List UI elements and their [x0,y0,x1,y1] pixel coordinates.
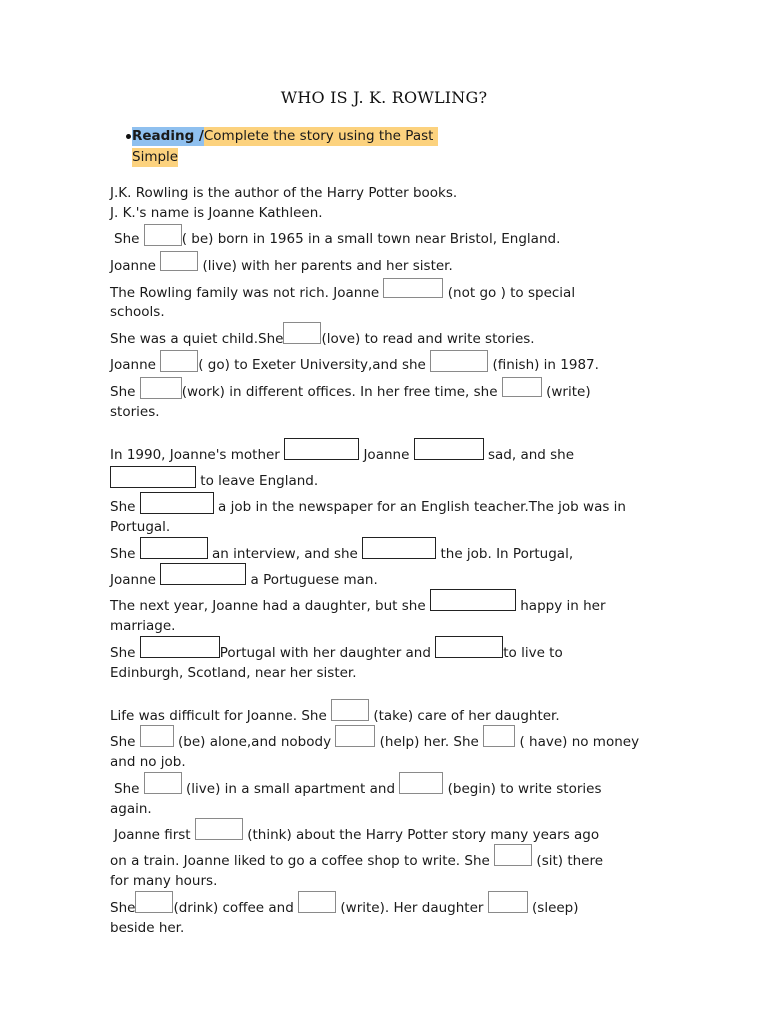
text: happy in her [520,598,606,614]
text: and no job. [110,754,186,770]
text: She [110,900,136,916]
text: a Portuguese man. [250,572,378,588]
text: In 1990, Joanne's mother [110,447,280,463]
story-line [110,852,603,870]
story-line [110,733,639,751]
story-line [110,184,457,202]
text: ( be) born in 1965 in a small town near Bristol, England. [181,231,561,247]
text: (love) to read and write stories. [321,331,535,347]
story-line [110,257,453,275]
story-line [110,204,323,222]
instruction-text: Complete the story using the Past [203,128,434,144]
story-line [110,664,357,682]
text: The next year, Joanne had a daughter, but she [110,598,426,614]
text: on a train. Joanne liked to go a coffee shop to write. She [110,853,490,869]
story-line [110,498,626,516]
answer-box[interactable] [140,725,174,747]
text: She [114,781,140,797]
text: (be) alone,and nobody [178,734,332,750]
answer-box[interactable] [502,377,542,397]
story-line [110,707,560,725]
story-line [110,800,152,818]
story-line [110,356,599,374]
text: She [110,384,136,400]
text: (sit) there [536,853,604,869]
answer-box[interactable] [160,563,246,585]
text: beside her. [110,920,185,936]
story-line [110,518,170,536]
text: a job in the newspaper for an English teacher.The job was in [218,499,626,515]
story-line [114,826,599,844]
text: to live to [503,645,563,661]
answer-box[interactable] [399,772,443,794]
answer-box[interactable] [414,438,484,460]
story-line [110,330,535,348]
text: Joanne [363,447,410,463]
text: Edinburgh, Scotland, near her sister. [110,665,357,681]
story-line [110,446,574,464]
text: (help) her. She [379,734,479,750]
text: again. [110,801,152,817]
story-line [110,383,591,401]
text: the job. In Portugal, [440,546,574,562]
story-line [110,617,175,635]
text: Joanne [110,572,156,588]
story-line [110,545,573,563]
text: The Rowling family was not rich. Joanne [110,285,380,301]
instruction-text-2: Simple [132,149,179,165]
text: (write) [546,384,591,400]
text: an interview, and she [212,546,358,562]
instruction-pad [433,127,437,146]
answer-box[interactable] [435,636,503,658]
text: ( go) to Exeter University,and she [198,357,426,373]
answer-box[interactable] [383,278,443,298]
answer-box[interactable] [160,350,198,372]
answer-box[interactable] [160,251,198,271]
text: (sleep) [532,900,579,916]
answer-box[interactable] [494,844,532,866]
story-line [114,230,560,248]
text: (begin) to write stories [447,781,602,797]
story-line [110,303,165,321]
answer-box[interactable] [488,891,528,913]
story-line [110,571,378,589]
answer-box[interactable] [135,891,173,913]
text: to leave England. [200,473,319,489]
text: ( have) no money [519,734,640,750]
answer-box[interactable] [195,818,243,840]
text: (finish) in 1987. [492,357,599,373]
text: Joanne first [114,827,191,843]
text: She [110,499,136,515]
text: (drink) coffee and [173,900,294,916]
text: Life was difficult for Joanne. She [110,708,327,724]
bullet-icon [126,134,131,139]
story-line [110,472,318,490]
answer-box[interactable] [331,699,369,721]
text: She [110,734,136,750]
story-line [110,899,579,917]
page-title: WHO IS J. K. ROWLING? [280,88,488,107]
text: She was a quiet child.She [110,331,284,347]
answer-box[interactable] [140,492,214,514]
story-line [114,780,602,798]
text: (live) in a small apartment and [186,781,396,797]
text: J. K.'s name is Joanne Kathleen. [110,205,323,221]
answer-box[interactable] [144,224,182,246]
story-line [110,284,575,302]
text: schools. [110,304,165,320]
answer-box[interactable] [144,772,182,794]
story-line [110,597,606,615]
answer-box[interactable] [362,537,436,559]
text: J.K. Rowling is the author of the Harry Potter books. [110,185,458,201]
text: Portugal. [110,519,171,535]
text: (live) with her parents and her sister. [202,258,453,274]
text: stories. [110,404,160,420]
answer-box[interactable] [284,438,359,460]
text: Portugal with her daughter and [219,645,431,661]
text: Joanne [110,258,156,274]
text: She [114,231,140,247]
story-line [110,919,184,937]
text: (work) in different offices. In her free time, she [181,384,498,400]
answer-box[interactable] [283,322,321,344]
answer-box[interactable] [298,891,336,913]
text: (write). Her daughter [340,900,484,916]
text: Joanne [110,357,156,373]
text: (not go ) to special [447,285,576,301]
instruction-label: Reading / [132,128,204,144]
text: (think) about the Harry Potter story many years ago [247,827,600,843]
story-line [110,872,217,890]
text: (take) care of her daughter. [373,708,560,724]
answer-box[interactable] [430,350,488,372]
text: for many hours. [110,873,218,889]
answer-box[interactable] [335,725,375,747]
answer-box[interactable] [140,377,182,399]
story-line [110,644,563,662]
answer-box[interactable] [110,466,196,488]
text: marriage. [110,618,176,634]
answer-box[interactable] [430,589,516,611]
answer-box[interactable] [140,636,220,658]
text: She [110,546,136,562]
text: sad, and she [487,447,575,463]
story-line [110,403,160,421]
answer-box[interactable] [483,725,515,747]
text: She [110,645,136,661]
story-line [110,753,186,771]
answer-box[interactable] [140,537,208,559]
instruction [132,126,492,168]
